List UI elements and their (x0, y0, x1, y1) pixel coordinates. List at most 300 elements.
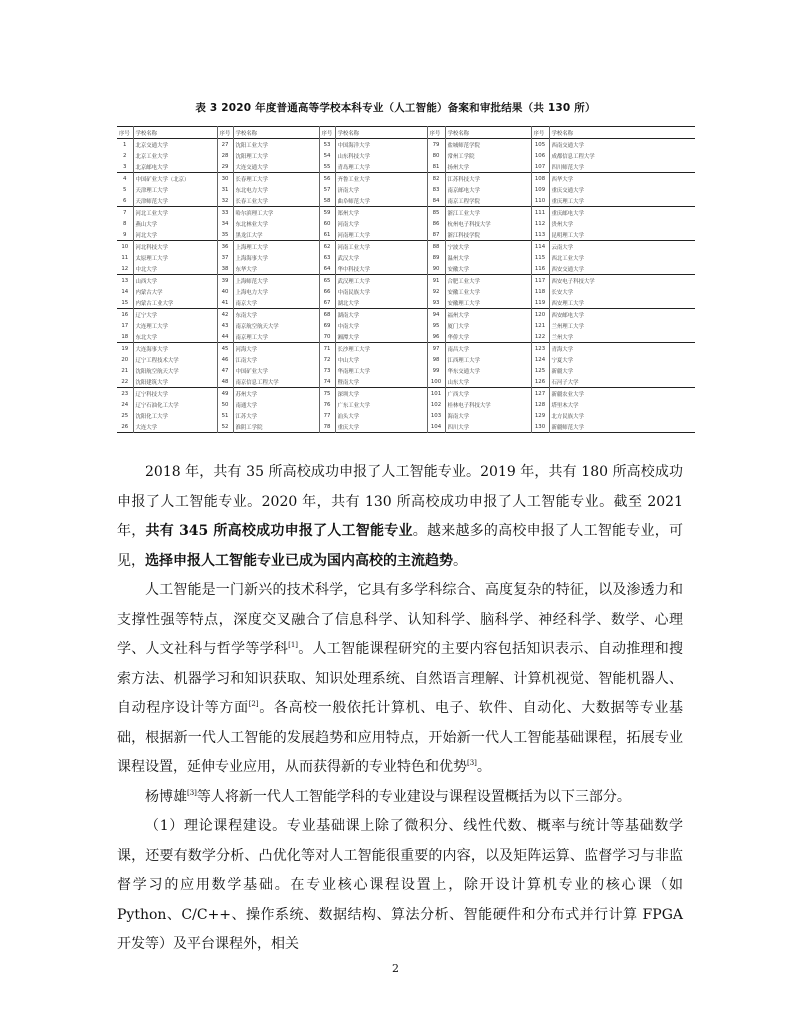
row-number-cell: 31 (217, 184, 233, 195)
school-name-cell: 长春理工大学 (233, 173, 319, 185)
school-name-cell: 福州大学 (445, 309, 531, 321)
row-number-cell: 19 (117, 343, 133, 355)
row-number-cell: 84 (427, 195, 445, 207)
school-name-cell: 中国矿业大学（北京） (133, 173, 217, 185)
row-number-cell: 125 (531, 365, 549, 376)
table-row (117, 263, 695, 275)
row-number-cell: 99 (427, 365, 445, 376)
row-number-cell: 122 (531, 331, 549, 343)
school-name-cell: 东华大学 (233, 263, 319, 275)
school-name-cell: 大连大学 (133, 421, 217, 433)
row-number-cell: 66 (319, 286, 335, 297)
school-name-cell: 上海师范大学 (233, 275, 319, 287)
school-name-cell: 南京工程学院 (445, 195, 531, 207)
school-name-cell: 南昌大学 (445, 343, 531, 355)
school-name-cell: 西安交通大学 (549, 263, 695, 275)
school-name-cell: 兰州理工大学 (549, 320, 695, 331)
school-name-cell: 湖南大学 (335, 309, 427, 321)
paragraph-2 (117, 576, 683, 783)
school-name-cell: 内蒙古大学 (133, 286, 217, 297)
row-number-cell: 35 (217, 229, 233, 241)
table-row (117, 252, 695, 263)
row-number-cell: 40 (217, 286, 233, 297)
header-cell: 学校名称 (335, 127, 427, 139)
row-number-cell: 56 (319, 173, 335, 185)
school-name-cell: 新疆师范大学 (549, 421, 695, 433)
table-row (117, 320, 695, 331)
school-name-cell: 广东工业大学 (335, 399, 427, 410)
school-name-cell: 安徽理工大学 (445, 297, 531, 309)
row-number-cell: 113 (531, 229, 549, 241)
school-name-cell: 重庆大学 (335, 421, 427, 433)
school-name-cell: 汕头大学 (335, 410, 427, 421)
table-row (117, 343, 695, 355)
header-cell: 序号 (119, 130, 130, 137)
citation-1: [1] (288, 641, 299, 649)
table-row (117, 376, 695, 388)
school-name-cell: 湘潭大学 (335, 331, 427, 343)
row-number-cell: 50 (217, 399, 233, 410)
row-number-cell: 100 (427, 376, 445, 388)
school-name-cell: 宁波大学 (445, 241, 531, 253)
row-number-cell: 42 (217, 309, 233, 321)
row-number-cell: 89 (427, 252, 445, 263)
table-row (117, 331, 695, 343)
school-name-cell: 扬州大学 (445, 161, 531, 173)
row-number-cell: 96 (427, 331, 445, 343)
school-name-cell: 南京航空航天大学 (233, 320, 319, 331)
header-cell: 学校名称 (133, 127, 217, 139)
row-number-cell: 18 (121, 333, 129, 340)
row-number-cell: 43 (217, 320, 233, 331)
table-row (117, 195, 695, 207)
school-name-cell: 长沙理工大学 (335, 343, 427, 355)
school-name-cell: 重庆理工大学 (549, 195, 695, 207)
citation-2: [2] (248, 700, 259, 708)
row-number-cell: 20 (121, 356, 129, 363)
school-name-cell: 上海海事大学 (233, 252, 319, 263)
school-name-cell: 江苏科技大学 (445, 173, 531, 185)
school-name-cell: 塔里木大学 (549, 399, 695, 410)
school-name-cell: 桂林电子科技大学 (445, 399, 531, 410)
row-number-cell: 107 (531, 161, 549, 173)
school-name-cell: 重庆邮电大学 (549, 207, 695, 219)
row-number-cell: 124 (531, 354, 549, 365)
school-name-cell: 中北大学 (133, 263, 217, 275)
universities-table (117, 126, 695, 433)
school-name-cell: 北京邮电大学 (133, 161, 217, 173)
school-name-cell: 华侨大学 (445, 331, 531, 343)
school-name-cell: 广西大学 (445, 388, 531, 400)
row-number-cell: 87 (427, 229, 445, 241)
row-number-cell: 110 (531, 195, 549, 207)
row-number-cell: 82 (427, 173, 445, 185)
header-cell: 序号 (217, 127, 233, 139)
school-name-cell: 西安邮电大学 (549, 309, 695, 321)
school-name-cell: 河南大学 (335, 218, 427, 229)
paragraph-2-text-cont-2: 。各高校一般依托计算机、电子、软件、自动化、大数据等专业基础，根据新一代人工智能的发展趋势和应用特点，开始新一代人工智能基础课程，拓展专业课程设置，延伸专业应用，从而获得新的专业特色和优势 (117, 700, 683, 775)
school-name-cell: 常州工学院 (445, 150, 531, 161)
row-number-cell: 70 (319, 331, 335, 343)
school-name-cell: 重庆交通大学 (549, 184, 695, 195)
row-number-cell: 116 (531, 263, 549, 275)
row-number-cell: 21 (121, 367, 129, 374)
school-name-cell: 燕山大学 (133, 218, 217, 229)
row-number-cell: 13 (117, 275, 133, 287)
row-number-cell: 34 (217, 218, 233, 229)
row-number-cell: 115 (531, 252, 549, 263)
school-name-cell: 西北工业大学 (549, 252, 695, 263)
row-number-cell: 121 (531, 320, 549, 331)
school-name-cell: 中南大学 (335, 320, 427, 331)
school-name-cell: 河北工业大学 (133, 207, 217, 219)
table-row (117, 309, 695, 321)
row-number-cell: 69 (319, 320, 335, 331)
school-name-cell: 南通大学 (233, 399, 319, 410)
row-number-cell: 41 (217, 297, 233, 309)
school-name-cell: 浙江工业大学 (445, 207, 531, 219)
table-row (117, 365, 695, 376)
school-name-cell: 东北大学 (133, 331, 217, 343)
row-number-cell: 29 (217, 161, 233, 173)
school-name-cell: 中南民族大学 (335, 286, 427, 297)
page-number: 2 (392, 962, 399, 975)
row-number-cell: 9 (123, 231, 127, 238)
row-number-cell: 44 (217, 331, 233, 343)
school-name-cell: 宁夏大学 (549, 354, 695, 365)
paragraph-2-text: 人工智能是一门新兴的技术科学，它具有多学科综合、高度复杂的特征，以及渗透力和支撑性强等特点，深度交叉融合了信息科学、认知科学、脑科学、神经科学、数学、心理学、人文社科与哲学等学科 (117, 582, 683, 657)
school-name-cell: 成都信息工程大学 (549, 150, 695, 161)
school-name-cell: 西南交通大学 (549, 139, 695, 151)
row-number-cell: 97 (427, 343, 445, 355)
table-row (117, 354, 695, 365)
row-number-cell: 36 (217, 241, 233, 253)
row-number-cell: 24 (121, 401, 129, 408)
table-row (117, 218, 695, 229)
header-cell: 序号 (531, 127, 549, 139)
school-name-cell: 盐城师范学院 (445, 139, 531, 151)
row-number-cell: 78 (319, 421, 335, 433)
table-row (117, 139, 695, 151)
school-name-cell: 贵州大学 (549, 218, 695, 229)
school-name-cell: 河北科技大学 (133, 241, 217, 253)
row-number-cell: 109 (531, 184, 549, 195)
row-number-cell: 28 (217, 150, 233, 161)
body-text (117, 458, 683, 960)
school-name-cell: 大连海事大学 (133, 343, 217, 355)
school-name-cell: 深圳大学 (335, 388, 427, 400)
school-name-cell: 新疆大学 (549, 365, 695, 376)
row-number-cell: 63 (319, 252, 335, 263)
school-name-cell: 合肥工业大学 (445, 275, 531, 287)
row-number-cell: 39 (217, 275, 233, 287)
school-name-cell: 兰州大学 (549, 331, 695, 343)
row-number-cell: 72 (319, 354, 335, 365)
school-name-cell: 青海大学 (549, 343, 695, 355)
school-name-cell: 郑州大学 (335, 207, 427, 219)
school-name-cell: 辽宁石油化工大学 (133, 399, 217, 410)
header-cell: 学校名称 (445, 127, 531, 139)
row-number-cell: 60 (319, 218, 335, 229)
row-number-cell: 51 (217, 410, 233, 421)
header-cell: 学校名称 (549, 127, 695, 139)
paragraph-1-text: 2018 年，共有 35 所高校成功申报了人工智能专业。2019 年，共有 180 所高校成功申报了人工智能专业。2020 年，共有 130 所高校成功申报了人工智能专业。截至 2021 年， (117, 464, 683, 539)
citation-3-author: [3] (187, 788, 197, 797)
row-number-cell: 85 (427, 207, 445, 219)
row-number-cell: 103 (427, 410, 445, 421)
school-name-cell: 安徽大学 (445, 263, 531, 275)
school-name-cell: 东北林业大学 (233, 218, 319, 229)
row-number-cell: 23 (117, 388, 133, 400)
row-number-cell: 32 (217, 195, 233, 207)
school-name-cell: 太原理工大学 (133, 252, 217, 263)
table-row (117, 241, 695, 253)
table-row (117, 421, 695, 433)
school-name-cell: 南京理工大学 (233, 331, 319, 343)
row-number-cell: 12 (121, 265, 129, 272)
school-name-cell: 江南大学 (233, 354, 319, 365)
school-name-cell: 四川大学 (445, 421, 531, 433)
row-number-cell: 4 (117, 173, 133, 185)
school-name-cell: 曲阜师范大学 (335, 195, 427, 207)
table-row (117, 229, 695, 241)
row-number-cell: 75 (319, 388, 335, 400)
school-name-cell: 沈阳理工大学 (233, 150, 319, 161)
school-name-cell: 华南理工大学 (335, 365, 427, 376)
school-name-cell: 大连理工大学 (133, 320, 217, 331)
row-number-cell: 128 (531, 399, 549, 410)
row-number-cell: 45 (217, 343, 233, 355)
row-number-cell: 11 (121, 254, 129, 261)
school-name-cell: 河南理工大学 (335, 229, 427, 241)
row-number-cell: 59 (319, 207, 335, 219)
row-number-cell: 108 (531, 173, 549, 185)
table-row (117, 161, 695, 173)
row-number-cell: 49 (217, 388, 233, 400)
row-number-cell: 25 (121, 412, 129, 419)
school-name-cell: 淮阴工学院 (233, 421, 319, 433)
school-name-cell: 江苏大学 (233, 410, 319, 421)
school-name-cell: 辽宁科技大学 (133, 388, 217, 400)
row-number-cell: 120 (531, 309, 549, 321)
school-name-cell: 华东交通大学 (445, 365, 531, 376)
school-name-cell: 东南大学 (233, 309, 319, 321)
row-number-cell: 126 (531, 376, 549, 388)
school-name-cell: 天津理工大学 (133, 184, 217, 195)
school-name-cell: 河海大学 (233, 343, 319, 355)
school-name-cell: 大连交通大学 (233, 161, 319, 173)
paragraph-1 (117, 458, 683, 576)
paragraph-2-end: 。 (476, 759, 491, 775)
table-row (117, 410, 695, 421)
row-number-cell: 74 (319, 376, 335, 388)
row-number-cell: 83 (427, 184, 445, 195)
school-name-cell: 中山大学 (335, 354, 427, 365)
row-number-cell: 73 (319, 365, 335, 376)
school-name-cell: 南京大学 (233, 297, 319, 309)
row-number-cell: 61 (319, 229, 335, 241)
row-number-cell: 15 (121, 299, 129, 306)
school-name-cell: 天津师范大学 (133, 195, 217, 207)
row-number-cell: 62 (319, 241, 335, 253)
row-number-cell: 106 (531, 150, 549, 161)
row-number-cell: 95 (427, 320, 445, 331)
citation-3: [3] (467, 759, 477, 767)
school-name-cell: 苏州大学 (233, 388, 319, 400)
row-number-cell: 67 (319, 297, 335, 309)
row-number-cell: 52 (217, 421, 233, 433)
school-name-cell: 齐鲁工业大学 (335, 173, 427, 185)
row-number-cell: 16 (117, 309, 133, 321)
highlight-345-schools: 共有 345 所高校成功申报了人工智能专业 (145, 523, 413, 539)
row-number-cell: 27 (217, 139, 233, 151)
row-number-cell: 117 (531, 275, 549, 287)
school-name-cell: 北京交通大学 (133, 139, 217, 151)
row-number-cell: 71 (319, 343, 335, 355)
row-number-cell: 65 (319, 275, 335, 287)
row-number-cell: 54 (319, 150, 335, 161)
row-number-cell: 17 (121, 322, 129, 329)
school-name-cell: 上海电力大学 (233, 286, 319, 297)
school-name-cell: 江西理工大学 (445, 354, 531, 365)
school-name-cell: 东北电力大学 (233, 184, 319, 195)
table-row (117, 207, 695, 219)
row-number-cell: 7 (117, 207, 133, 219)
school-name-cell: 中国海洋大学 (335, 139, 427, 151)
school-name-cell: 云南大学 (549, 241, 695, 253)
row-number-cell: 98 (427, 354, 445, 365)
school-name-cell: 南京信息工程大学 (233, 376, 319, 388)
row-number-cell: 86 (427, 218, 445, 229)
school-name-cell: 山东科技大学 (335, 150, 427, 161)
row-number-cell: 10 (117, 241, 133, 253)
school-name-cell: 辽宁工程技术大学 (133, 354, 217, 365)
row-number-cell: 79 (427, 139, 445, 151)
row-number-cell: 81 (427, 161, 445, 173)
table-caption: 表 3 2020 年度普通高等学校本科专业（人工智能）备案和审批结果（共 130 所） (195, 102, 596, 114)
header-cell: 学校名称 (233, 127, 319, 139)
row-number-cell: 68 (319, 309, 335, 321)
row-number-cell: 77 (319, 410, 335, 421)
row-number-cell: 76 (319, 399, 335, 410)
row-number-cell: 14 (121, 288, 129, 295)
school-name-cell: 黑龙江大学 (233, 229, 319, 241)
header-cell: 序号 (319, 127, 335, 139)
row-number-cell: 129 (531, 410, 549, 421)
table-row (117, 173, 695, 185)
header-cell: 序号 (427, 127, 445, 139)
school-name-cell: 沈阳化工大学 (133, 410, 217, 421)
paragraph-3-text: 等人将新一代人工智能学科的专业建设与课程设置概括为以下三部分。 (196, 788, 631, 805)
table-row (117, 150, 695, 161)
row-number-cell: 64 (319, 263, 335, 275)
row-number-cell: 105 (531, 139, 549, 151)
school-name-cell: 青岛理工大学 (335, 161, 427, 173)
row-number-cell: 6 (123, 197, 127, 204)
row-number-cell: 127 (531, 388, 549, 400)
school-name-cell: 昆明理工大学 (549, 229, 695, 241)
school-name-cell: 沈阳建筑大学 (133, 376, 217, 388)
school-name-cell: 上海理工大学 (233, 241, 319, 253)
table-row (117, 388, 695, 400)
table-header-row (117, 127, 695, 139)
school-name-cell: 沈阳工业大学 (233, 139, 319, 151)
row-number-cell: 88 (427, 241, 445, 253)
row-number-cell: 102 (427, 399, 445, 410)
school-name-cell: 南京邮电大学 (445, 184, 531, 195)
row-number-cell: 119 (531, 297, 549, 309)
school-name-cell: 武汉理工大学 (335, 275, 427, 287)
row-number-cell: 3 (123, 163, 127, 170)
school-name-cell: 内蒙古工业大学 (133, 297, 217, 309)
table-body (117, 139, 695, 433)
school-name-cell: 新疆农业大学 (549, 388, 695, 400)
school-name-cell: 四川师范大学 (549, 161, 695, 173)
table-row (117, 297, 695, 309)
school-name-cell: 北方民族大学 (549, 410, 695, 421)
row-number-cell: 38 (217, 263, 233, 275)
school-name-cell: 西安电子科技大学 (549, 275, 695, 287)
row-number-cell: 48 (217, 376, 233, 388)
highlight-mainstream-trend: 选择申报人工智能专业已成为国内高校的主流趋势 (145, 552, 453, 569)
row-number-cell: 5 (123, 186, 127, 193)
row-number-cell: 8 (123, 220, 127, 227)
school-name-cell: 河南工业大学 (335, 241, 427, 253)
school-name-cell: 厦门大学 (445, 320, 531, 331)
school-name-cell: 沈阳航空航天大学 (133, 365, 217, 376)
row-number-cell: 22 (121, 378, 129, 385)
row-number-cell: 30 (217, 173, 233, 185)
paragraph-1-end: 。 (453, 552, 467, 569)
school-name-cell: 浙江科技学院 (445, 229, 531, 241)
table-row (117, 286, 695, 297)
row-number-cell: 104 (427, 421, 445, 433)
school-name-cell: 长春工业大学 (233, 195, 319, 207)
paragraph-4: （1）理论课程建设。专业基础课上除了微积分、线性代数、概率与统计等基础数学课，还要有数学分析、凸优化等对人工智能很重要的内容，以及矩阵运算、监督学习与非监督学习的应用数学基础。在专业核心课程设置上，除开设计算机专业的核心课（如 Python、C/C++、操作系统、数据结构、算法分析、智能硬件和分布式并行计算 FPGA 开发等）及平台课程外，相关 (117, 818, 683, 952)
row-number-cell: 130 (531, 421, 549, 433)
author-name: 杨博雄 (145, 788, 187, 805)
row-number-cell: 80 (427, 150, 445, 161)
paragraph-2-text-cont: 。人工智能课程研究的主要内容包括知识表示、自动推理和搜索方法、机器学习和知识获取、知识处理系统、自然语言理解、计算机视觉、智能机器人、自动程序设计等方面 (117, 641, 684, 716)
row-number-cell: 46 (217, 354, 233, 365)
paragraph-1-text-cont: 。越来越多的高校申报了人工智能专业，可见， (117, 523, 684, 569)
table-row (117, 399, 695, 410)
school-name-cell: 杭州电子科技大学 (445, 218, 531, 229)
school-name-cell: 湖北大学 (335, 297, 427, 309)
school-name-cell: 长安大学 (549, 286, 695, 297)
school-name-cell: 中国矿业大学 (233, 365, 319, 376)
row-number-cell: 57 (319, 184, 335, 195)
row-number-cell: 26 (121, 423, 129, 430)
row-number-cell: 111 (531, 207, 549, 219)
school-name-cell: 济南大学 (335, 184, 427, 195)
row-number-cell: 94 (427, 309, 445, 321)
school-name-cell: 北京工业大学 (133, 150, 217, 161)
row-number-cell: 123 (531, 343, 549, 355)
school-name-cell: 暨南大学 (335, 376, 427, 388)
school-name-cell: 温州大学 (445, 252, 531, 263)
school-name-cell: 武汉大学 (335, 252, 427, 263)
row-number-cell: 58 (319, 195, 335, 207)
table-row (117, 275, 695, 287)
paragraph-3 (117, 783, 683, 813)
row-number-cell: 114 (531, 241, 549, 253)
row-number-cell: 112 (531, 218, 549, 229)
school-name-cell: 河北大学 (133, 229, 217, 241)
table-row (117, 184, 695, 195)
school-name-cell: 山东大学 (445, 376, 531, 388)
row-number-cell: 53 (319, 139, 335, 151)
